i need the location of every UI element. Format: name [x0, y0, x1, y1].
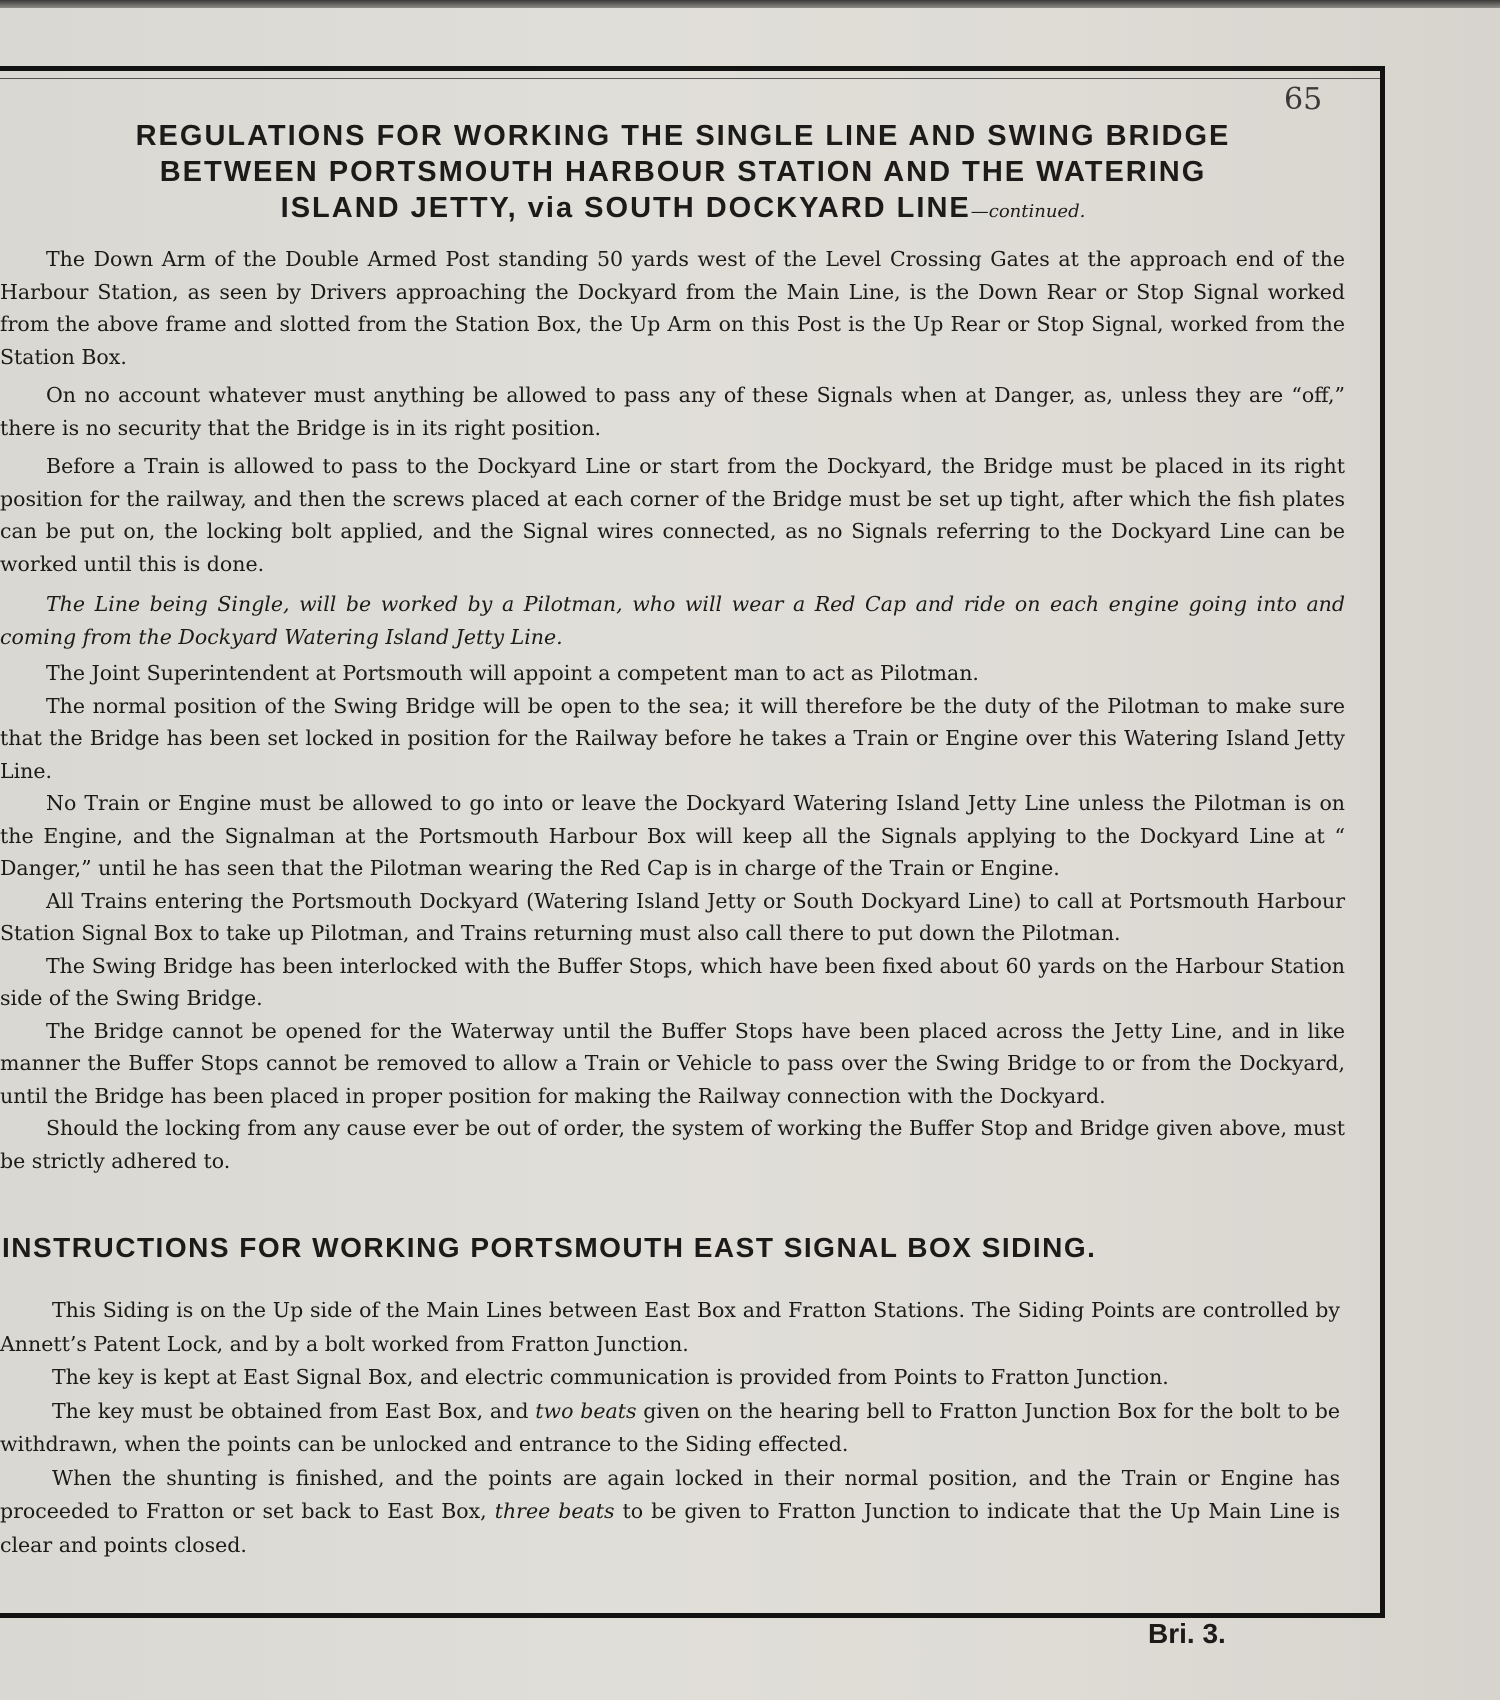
- paragraph: The Bridge cannot be opened for the Waterway until the Buffer Stops have been placed across the Jetty Line, and in like manner the Buffer Stops cannot be removed to allow a Train or Vehicle to pass over the Swing Bridge to or from the Dockyard, until the Bridge has been placed in proper position for making the Railway connection with the Dockyard.: [0, 1018, 1345, 1108]
- page-top-edge: [0, 0, 1500, 8]
- text-run: When the shunting is finished, and the points are again locked in their normal position, and the Train or Engine has proceeded to Fratton or set back to East Box,: [0, 1465, 1340, 1523]
- paragraph: The Down Arm of the Double Armed Post standing 50 yards west of the Level Crossing Gates at the approach end of the Harbour Station, as seen by Drivers approaching the Dockyard from the Main Line, is the Down Rear or Stop Signal worked from the above frame and slotted from the Station Box, the Up Arm on this Post is the Up Rear or Stop Signal, worked from the Station Box.: [0, 247, 1345, 369]
- paragraph: This Siding is on the Up side of the Main Lines between East Box and Fratton Stations. The Siding Points are controlled by Annett’s Patent Lock, and by a bolt worked from Fratton Junction.: [0, 1298, 1340, 1356]
- section-1-body: [0, 243, 1345, 1177]
- paragraph: The normal position of the Swing Bridge will be open to the sea; it will therefore be the duty of the Pilotman to make sure that the Bridge has been set locked in position for the Railway before he takes a Train or Engine over this Watering Island Jetty Line.: [0, 693, 1345, 783]
- text-run: given on the hearing bell to Fratton Junction Box for the bolt to be withdrawn, when the points can be unlocked and entrance to the Siding effected.: [0, 1398, 1340, 1456]
- paragraph: The Joint Superintendent at Portsmouth will appoint a competent man to act as Pilotman.: [46, 661, 979, 685]
- title-continued: —continued.: [970, 201, 1086, 222]
- title-line-1: REGULATIONS FOR WORKING THE SINGLE LINE AND SWING BRIDGE: [135, 120, 1231, 152]
- paragraph: The key is kept at East Signal Box, and electric communication is provided from Points to Fratton Junction.: [52, 1365, 1169, 1389]
- section-2-title: INSTRUCTIONS FOR WORKING PORTSMOUTH EAST SIGNAL BOX SIDING.: [2, 1232, 1097, 1263]
- paragraph: [0, 1462, 1340, 1563]
- paragraph: All Trains entering the Portsmouth Dockyard (Watering Island Jetty or South Dockyard Line) to call at Portsmouth Harbour Station Signal Box to take up Pilotman, and Trains returning must also call there to put down the Pilotman.: [0, 888, 1345, 945]
- paragraph: [0, 1395, 1340, 1462]
- footer-signature-mark: Bri. 3.: [1148, 1618, 1226, 1649]
- paragraph-italic: The Line being Single, will be worked by a Pilotman, who will wear a Red Cap and ride on each engine going into and coming from the Dockyard Watering Island Jetty Line.: [0, 592, 1345, 649]
- text-emphasis: two beats: [535, 1398, 637, 1423]
- section-2-body: [0, 1294, 1340, 1562]
- page-number: 65: [1284, 82, 1323, 117]
- paragraph: On no account whatever must anything be allowed to pass any of these Signals when at Danger, as, unless they are “off,” there is no security that the Bridge is in its right position.: [0, 383, 1345, 440]
- paragraph: The Swing Bridge has been interlocked with the Buffer Stops, which have been fixed about 60 yards on the Harbour Station side of the Swing Bridge.: [0, 953, 1345, 1010]
- title-line-3: ISLAND JETTY, via SOUTH DOCKYARD LINE: [280, 192, 971, 224]
- paragraph: Before a Train is allowed to pass to the Dockyard Line or start from the Dockyard, the Bridge must be placed in its right position for the railway, and then the screws placed at each corner of the Bridge must be set up tight, after which the fish plates can be put on, the locking bolt applied, and the Signal wires connected, as no Signals referring to the Dockyard Line can be worked until this is done.: [0, 454, 1345, 576]
- title-line-2: BETWEEN PORTSMOUTH HARBOUR STATION AND THE WATERING: [159, 156, 1207, 188]
- text-run: The key must be obtained from East Box, and: [52, 1398, 536, 1423]
- text-emphasis: three beats: [494, 1499, 615, 1523]
- text-run: to be given to Fratton Junction to indicate that the Up Main Line is clear and points closed.: [0, 1499, 1341, 1557]
- paragraph: No Train or Engine must be allowed to go into or leave the Dockyard Watering Island Jetty Line unless the Pilotman is on the Engine, and the Signalman at the Portsmouth Harbour Box will keep all the Signals applying to the Dockyard Line at “ Danger,” until he has seen that the Pilotman wearing the Red Cap is in charge of the Train or Engine.: [0, 791, 1345, 880]
- page-title: [8, 118, 1358, 230]
- paragraph: Should the locking from any cause ever be out of order, the system of working the Buffer Stop and Bridge given above, must be strictly adhered to.: [0, 1116, 1345, 1173]
